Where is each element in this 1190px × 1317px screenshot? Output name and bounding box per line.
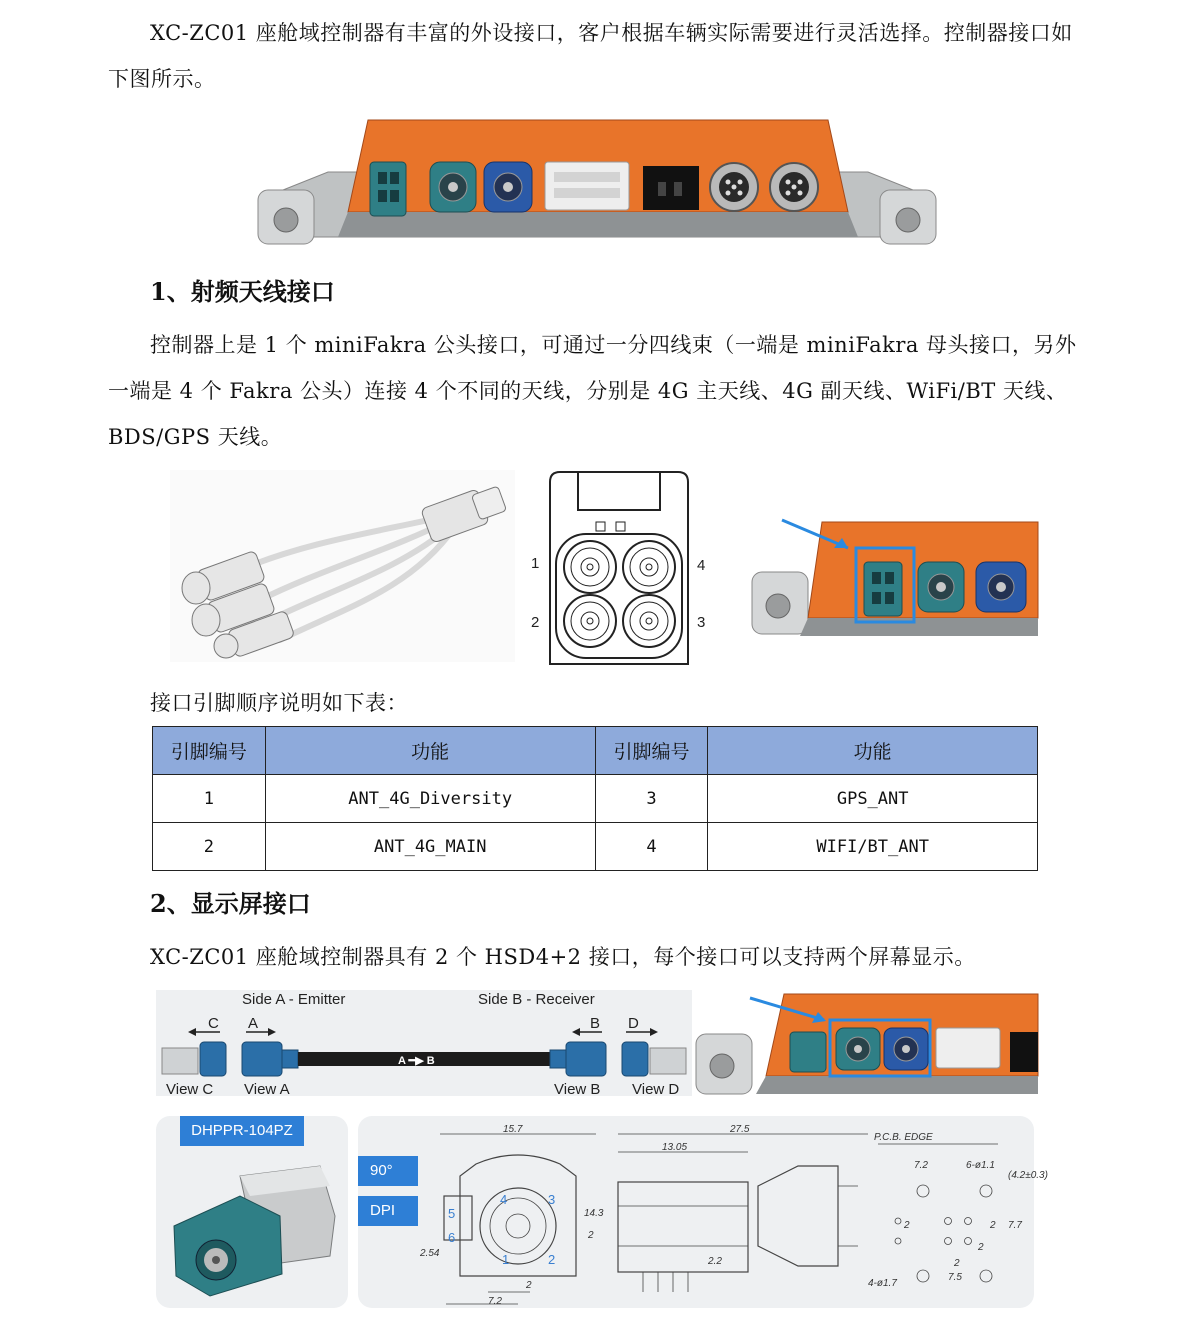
table-cell: 3 xyxy=(595,775,708,823)
dim-label: 2 xyxy=(978,1242,984,1253)
label-c: C xyxy=(208,1015,219,1032)
view-b-label: View B xyxy=(554,1081,601,1098)
pin-label-1: 1 xyxy=(531,555,540,572)
part-card xyxy=(156,1116,348,1308)
dim-label: 7.5 xyxy=(948,1272,962,1283)
view-c-label: View C xyxy=(166,1081,214,1098)
pin-table xyxy=(152,726,1038,871)
drawing-pin-2: 2 xyxy=(548,1252,556,1267)
drawing-pin-4: 4 xyxy=(500,1192,508,1207)
section1-heading: 1、射频天线接口 xyxy=(150,277,335,306)
table-cell: 4 xyxy=(595,823,708,871)
drawing-pin-6: 6 xyxy=(448,1230,456,1245)
dim-label: (4.2±0.3) xyxy=(1008,1170,1048,1181)
table-header-cell: 引脚编号 xyxy=(153,727,266,775)
table-header-cell: 功能 xyxy=(708,727,1038,775)
section2-heading: 2、显示屏接口 xyxy=(150,889,311,918)
dim-label: 2.2 xyxy=(708,1256,722,1267)
dim-label: 7.2 xyxy=(488,1296,502,1307)
table-row xyxy=(153,823,1038,871)
table-cell: 1 xyxy=(153,775,266,823)
table-header-cell: 功能 xyxy=(265,727,595,775)
table-intro: 接口引脚顺序说明如下表： xyxy=(150,691,408,715)
view-a-label: View A xyxy=(244,1081,290,1098)
dim-label: 27.5 xyxy=(730,1124,750,1135)
table-header-row xyxy=(153,727,1038,775)
pin-label-2: 2 xyxy=(531,614,540,631)
part-number-badge: DHPPR-104PZ xyxy=(180,1116,304,1146)
connector-face-drawing xyxy=(528,468,718,670)
dim-label: 4-ø1.7 xyxy=(868,1278,897,1289)
type-badge: DPI xyxy=(358,1196,418,1226)
label-a: A xyxy=(248,1015,259,1032)
view-d-label: View D xyxy=(632,1081,680,1098)
table-row xyxy=(153,775,1038,823)
intro-text: XC-ZC01 座舱域控制器有丰富的外设接口，客户根据车辆实际需要进行灵活选择。控制器接口如下图所示。 xyxy=(108,21,1073,91)
dim-label: 15.7 xyxy=(503,1124,523,1135)
pin-label-4: 4 xyxy=(697,557,706,574)
technical-drawing xyxy=(418,1116,1048,1308)
side-b-label: Side B - Receiver xyxy=(478,991,595,1008)
drawing-pin-3: 3 xyxy=(548,1192,556,1207)
table-cell: GPS_ANT xyxy=(708,775,1038,823)
label-b: B xyxy=(590,1015,601,1032)
section1-body: 控制器上是 1 个 miniFakra 公头接口，可通过一分四线束（一端是 miniFakra 母头接口，另外一端是 4 个 Fakra 公头）连接 4 个不同的天线，分别是 4G 主天线、4G 副天线、WiFi/BT 天线、BDS/GPS 天线。 xyxy=(108,333,1077,449)
dim-label: 6-ø1.1 xyxy=(966,1160,995,1171)
controller-closeup-antenna xyxy=(752,514,1038,638)
cable-harness-photo xyxy=(170,470,515,662)
hsd-cable-diagram xyxy=(156,990,692,1096)
table-cell: WIFI/BT_ANT xyxy=(708,823,1038,871)
dim-label: 13.05 xyxy=(662,1142,688,1153)
drawing-pin-1: 1 xyxy=(502,1252,510,1267)
dim-label: P.C.B. EDGE xyxy=(874,1132,933,1143)
dim-label: 7.2 xyxy=(914,1160,928,1171)
dim-label: 7.7 xyxy=(1008,1220,1022,1231)
hsd-connector-photo xyxy=(170,1156,340,1302)
controller-closeup-hsd xyxy=(696,992,1038,1096)
pin-label-3: 3 xyxy=(697,614,706,631)
side-a-label: Side A - Emitter xyxy=(242,991,346,1008)
dim-label: 2 xyxy=(904,1220,910,1231)
dim-label: 2 xyxy=(990,1220,996,1231)
table-header-cell: 引脚编号 xyxy=(595,727,708,775)
table-cell: 2 xyxy=(153,823,266,871)
dim-label: 2 xyxy=(588,1230,594,1241)
dim-label: 14.3 xyxy=(584,1208,604,1219)
section2-body: XC-ZC01 座舱域控制器具有 2 个 HSD4+2 接口，每个接口可以支持两个屏幕显示。 xyxy=(150,945,976,969)
label-d: D xyxy=(628,1015,639,1032)
table-cell: ANT_4G_MAIN xyxy=(265,823,595,871)
dim-label: 2 xyxy=(526,1280,532,1291)
angle-badge: 90° xyxy=(358,1156,418,1186)
table-cell: ANT_4G_Diversity xyxy=(265,775,595,823)
controller-photo xyxy=(258,112,936,252)
dim-label: 2 xyxy=(954,1258,960,1269)
dim-label: 2.54 xyxy=(420,1248,440,1259)
drawing-card xyxy=(358,1116,1048,1308)
direction-arrow-label: A ━▶ B xyxy=(398,1055,435,1067)
drawing-pin-5: 5 xyxy=(448,1206,456,1221)
